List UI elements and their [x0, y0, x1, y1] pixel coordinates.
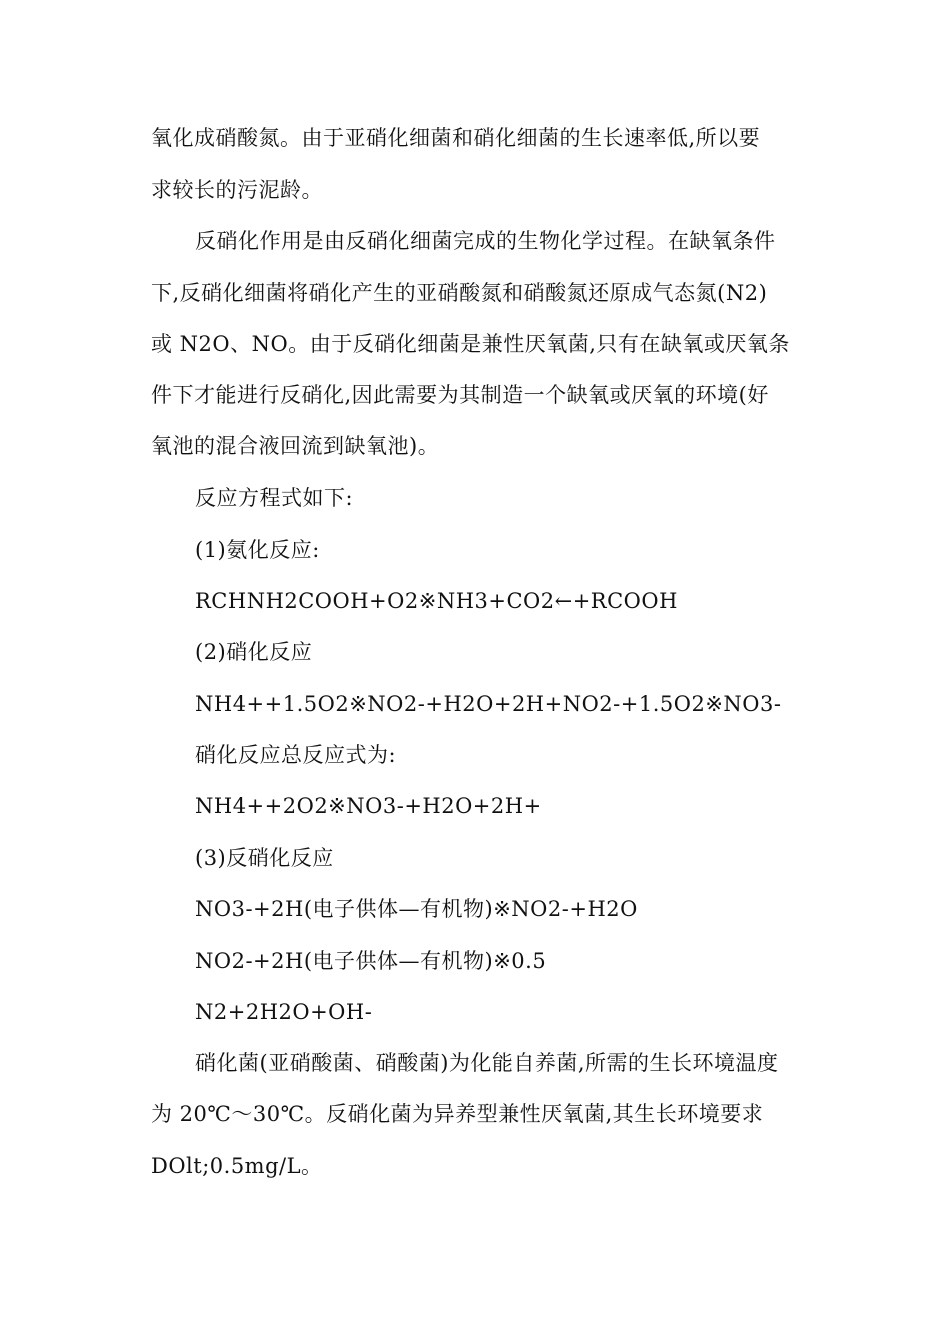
text-line: 为 20℃～30℃。反硝化菌为异养型兼性厌氧菌,其生长环境要求: [151, 1102, 764, 1126]
equations-intro: 反应方程式如下:: [195, 486, 354, 510]
equation-nitrification: NH4++1.5O2※NO2-+H2O+2H+NO2-+1.5O2※NO3-: [195, 692, 782, 716]
equation-ammonification: RCHNH2COOH+O2※NH3+CO2←+RCOOH: [195, 589, 678, 613]
equation-denitrification-2-cont: N2+2H2O+OH-: [195, 1000, 373, 1024]
text-line: 或 N2O、NO。由于反硝化细菌是兼性厌氧菌,只有在缺氧或厌氧条: [151, 332, 790, 356]
equation-denitrification-2: NO2-+2H(电子供体—有机物)※0.5: [195, 949, 547, 973]
text-line: 件下才能进行反硝化,因此需要为其制造一个缺氧或厌氧的环境(好: [151, 383, 769, 407]
section-ammonification: (1)氨化反应:: [195, 538, 320, 562]
nitrification-total-label: 硝化反应总反应式为:: [195, 743, 397, 767]
text-line: 下,反硝化细菌将硝化产生的亚硝酸氮和硝酸氮还原成气态氮(N2): [151, 281, 768, 305]
equation-nitrification-total: NH4++2O2※NO3-+H2O+2H+: [195, 794, 542, 818]
text-line: 求较长的污泥龄。: [151, 178, 323, 202]
equation-denitrification-1: NO3-+2H(电子供体—有机物)※NO2-+H2O: [195, 897, 638, 921]
text-line: 氧化成硝酸氮。由于亚硝化细菌和硝化细菌的生长速率低,所以要: [151, 126, 761, 150]
text-line: 氧池的混合液回流到缺氧池)。: [151, 434, 440, 458]
text-line: DOlt;0.5mg/L。: [151, 1154, 323, 1178]
paragraph-start-line: 反硝化作用是由反硝化细菌完成的生物化学过程。在缺氧条件: [195, 229, 776, 253]
section-nitrification: (2)硝化反应: [195, 640, 313, 664]
section-denitrification: (3)反硝化反应: [195, 846, 334, 870]
paragraph-start-line: 硝化菌(亚硝酸菌、硝酸菌)为化能自养菌,所需的生长环境温度: [195, 1051, 779, 1075]
